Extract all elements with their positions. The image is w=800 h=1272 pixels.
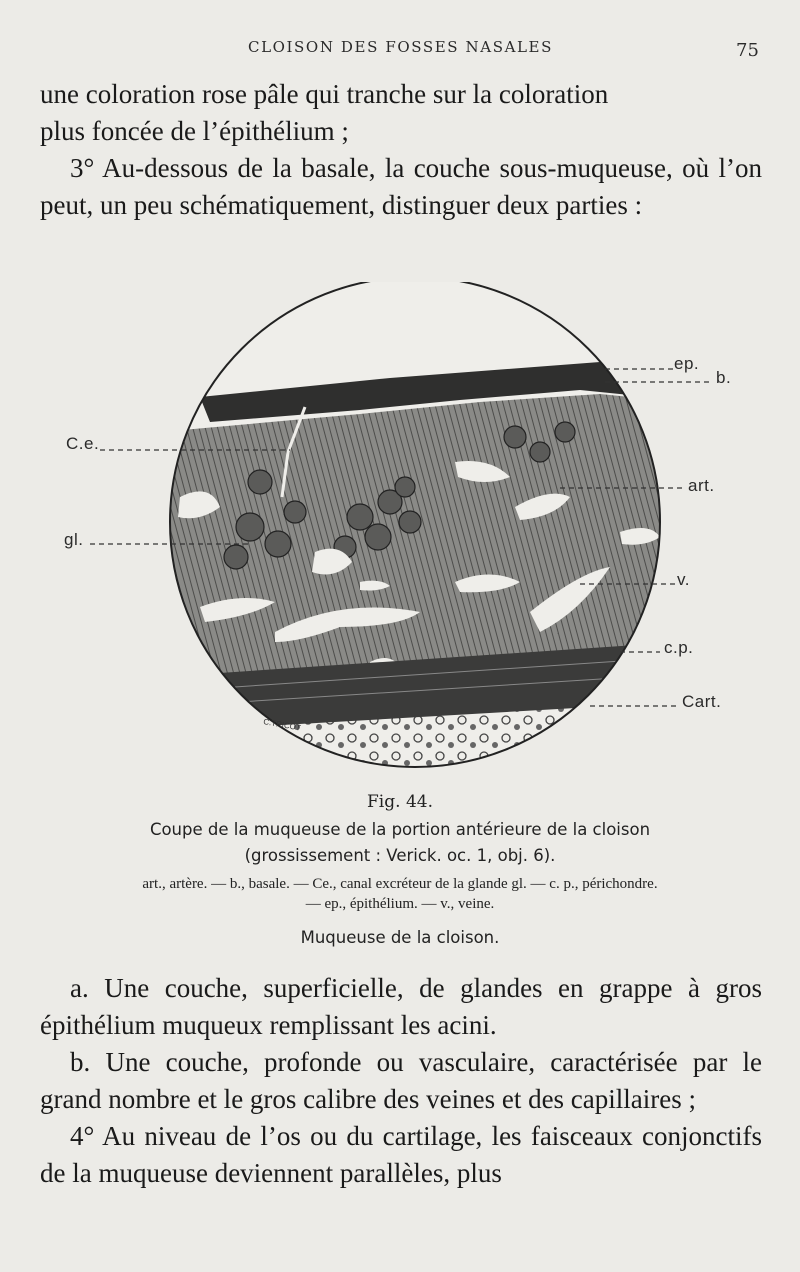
intro-line-2: plus foncée de l’épithélium ;: [40, 116, 349, 146]
label-ce: C.e.: [66, 434, 100, 453]
micrograph-illustration: [60, 282, 760, 782]
intro-line-1: une coloration rose pâle qui tranche sur la coloration: [40, 79, 609, 109]
intro-text: [40, 76, 762, 224]
artist-signature: C.TRICOT: [262, 717, 302, 733]
paragraph-b: b. Une couche, profonde ou vasculaire, caractérisée par le grand nombre et le gros calibre des veines et des capillaires ;: [40, 1047, 762, 1114]
label-v: v.: [677, 570, 690, 589]
paragraph-4: 4° Au niveau de l’os ou du cartilage, les faisceaux conjonctifs de la muqueuse deviennent parallèles, plus: [40, 1121, 762, 1188]
figure-caption-line-1: Coupe de la muqueuse de la portion antérieure de la cloison: [149, 820, 651, 839]
running-head: [0, 36, 800, 60]
figure-title: Muqueuse de la cloison.: [300, 928, 500, 947]
figure-number: Fig. 44.: [367, 792, 433, 812]
label-cart: Cart.: [682, 692, 722, 711]
label-ep: ep.: [674, 354, 700, 373]
paragraph-a: a. Une couche, superficielle, de glandes en grappe à gros épithélium muqueux remplissant les acini.: [40, 973, 762, 1040]
label-art: art.: [688, 476, 715, 495]
page-number: 75: [736, 40, 759, 61]
running-title: CLOISON DES FOSSES NASALES: [248, 38, 553, 56]
figure-caption-line-2: (grossissement : Verick. oc. 1, obj. 6).: [244, 846, 556, 865]
figure-legend-line-1: art., artère. — b., basale. — Ce., canal excréteur de la glande gl. — c. p., périchondre.: [142, 876, 658, 892]
label-b: b.: [716, 368, 732, 387]
label-cp: c.p.: [664, 638, 694, 657]
following-text: [40, 970, 762, 1192]
paragraph-3: 3° Au-dessous de la basale, la couche sous-muqueuse, où l’on peut, un peu schématiquement, distinguer deux parties :: [40, 153, 762, 220]
label-gl: gl.: [64, 530, 84, 549]
figure-legend-line-2: — ep., épithélium. — v., veine.: [305, 896, 495, 912]
figure-44: [60, 282, 760, 782]
